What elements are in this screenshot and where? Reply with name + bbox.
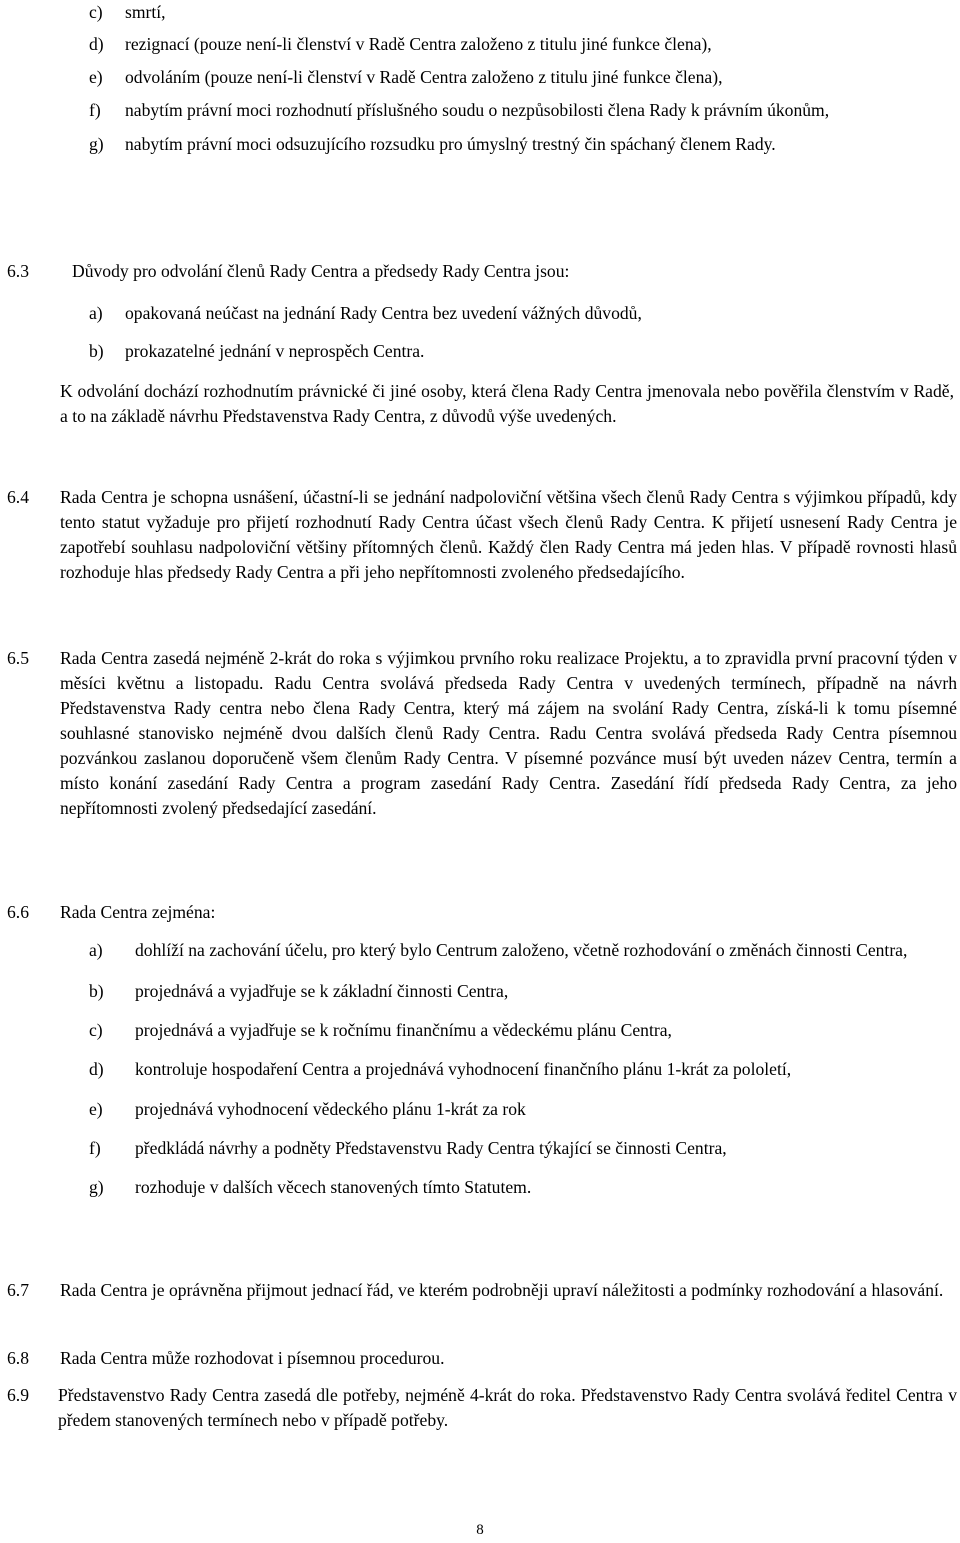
section-text: Důvody pro odvolání členů Rady Centra a předsedy Rady Centra jsou: [72,261,570,281]
section-6-6-list [89,938,957,1213]
list-item-text: předkládá návrhy a podněty Představenstvu Rady Centra týkající se činnosti Centra, [135,1138,727,1158]
list-item-text: dohlíží na zachování účelu, pro který bylo Centrum založeno, včetně rozhodování o změnách činnosti Centra, [135,940,908,960]
section-number: 6.5 [7,648,29,668]
list-item-text: kontroluje hospodaření Centra a projednává vyhodnocení finančního plánu 1-krát za pololetí, [135,1059,792,1079]
list-item [89,1097,957,1122]
list-marker: f) [89,1138,101,1158]
list-item-text: opakovaná neúčast na jednání Rady Centra bez uvedení vážných důvodů, [125,303,642,323]
list-marker: f) [89,100,101,120]
section-number: 6.8 [7,1348,29,1368]
list-item-text: prokazatelné jednání v neprospěch Centra. [125,341,425,361]
list-item [89,65,957,90]
list-item-text: rozhoduje v dalších věcech stanovených tímto Statutem. [135,1177,532,1197]
list-marker: g) [89,134,104,154]
list-marker: c) [89,1020,103,1040]
list-marker: b) [89,341,104,361]
section-6-3-paragraph: K odvolání dochází rozhodnutím právnické či jiné osoby, která člena Rady Centra jmenovala nebo pověřila členstvím v Radě, a to na základě návrhu Představenstva Rady Centra, z důvodů výše uvedených. [60,381,954,426]
list-marker: a) [89,940,103,960]
section-number: 6.7 [7,1280,29,1300]
list-marker: e) [89,67,103,87]
section-text: Rada Centra je schopna usnášení, účastní-li se jednání nadpoloviční většina všech členů Rady Centra s výjimkou případů, kdy tento statut vyžaduje pro přijetí rozhodnutí Rady Centra účast všech členů Rady Centra. K přijetí usnesení Rady Centra je zapotřebí souhlasu nadpoloviční většiny přítomných členů. Každý člen Rady Centra má jeden hlas. V případě rovnosti hlasů rozhoduje hlas předsedy Rady Centra a při jeho nepřítomnosti zvoleného předsedajícího. [60,487,957,582]
list-item [89,339,957,364]
list-item [89,0,957,25]
list-item [89,938,957,963]
section-text: Rada Centra zasedá nejméně 2-krát do roka s výjimkou prvního roku realizace Projektu, a to zpravidla první pracovní týden v měsíci květnu a listopadu. Radu Centra svolává předseda Rady Centra v uvedených termínech, případně na návrh Představenstva Rady centra nebo člena Rady Centra, který má zájem na svolání Rady Centra, získá-li k tomu písemné souhlasné stanovisko nejméně dvou dalších členů Rady Centra. Radu Centra svolává předseda Rady Centra písemnou pozvánkou zaslanou doporučeně všem členům Rady Centra. V písemné pozvánce musí být uveden název Centra, termín a místo konání zasedání Rady Centra a program zasedání Rady Centra. Zasedání řídí předseda Rady Centra, za jeho nepřítomnosti zvolený předsedající zasedání. [60,648,957,818]
list-marker: d) [89,1059,104,1079]
list-item [89,301,957,326]
list-marker: b) [89,981,104,1001]
list-item-text: odvoláním (pouze není-li členství v Radě Centra založeno z titulu jiné funkce člena), [125,67,723,87]
list-item [89,98,957,123]
section-6-4 [7,485,957,585]
list-item-text: smrtí, [125,2,166,22]
section-6-5 [7,646,957,821]
section-text: Rada Centra zejména: [60,902,216,922]
list-item-text: projednává vyhodnocení vědeckého plánu 1-krát za rok [135,1099,526,1119]
list-item [89,132,957,157]
list-item [89,32,957,57]
section-number: 6.4 [7,487,29,507]
section-6-9 [7,1383,957,1433]
list-item-text: rezignací (pouze není-li členství v Radě Centra založeno z titulu jiné funkce člena), [125,34,712,54]
section-text: Představenstvo Rady Centra zasedá dle potřeby, nejméně 4-krát do roka. Představenstvo Rady Centra svolává ředitel Centra v předem stanovených termínech nebo v případě potřeby. [58,1385,957,1430]
list-item [89,1057,957,1082]
list-item [89,979,957,1004]
list-marker: e) [89,1099,103,1119]
section-6-7 [7,1278,957,1303]
page-number: 8 [476,1522,484,1538]
list-item-text: nabytím právní moci odsuzujícího rozsudku pro úmyslný trestný čin spáchaný členem Rady. [125,134,776,154]
membership-end-list [89,0,957,164]
list-item [89,1136,957,1161]
section-number: 6.3 [7,261,29,281]
list-item-text: projednává a vyjadřuje se k základní činnosti Centra, [135,981,509,1001]
list-marker: a) [89,303,103,323]
list-marker: c) [89,2,103,22]
list-marker: d) [89,34,104,54]
section-number: 6.9 [7,1385,29,1405]
section-6-3-list [89,301,957,377]
list-marker: g) [89,1177,104,1197]
list-item-text: nabytím právní moci rozhodnutí příslušného soudu o nezpůsobilosti člena Rady k právním úkonům, [125,100,830,120]
section-6-6 [7,900,957,925]
list-item [89,1175,957,1200]
section-number: 6.6 [7,902,29,922]
section-text: Rada Centra je oprávněna přijmout jednací řád, ve kterém podrobněji upraví náležitosti a podmínky rozhodování a hlasování. [60,1280,944,1300]
list-item-text: projednává a vyjadřuje se k ročnímu finančnímu a vědeckému plánu Centra, [135,1020,672,1040]
section-6-8 [7,1346,957,1371]
list-item [89,1018,957,1043]
section-text: Rada Centra může rozhodovat i písemnou procedurou. [60,1348,445,1368]
section-6-3 [7,259,957,284]
